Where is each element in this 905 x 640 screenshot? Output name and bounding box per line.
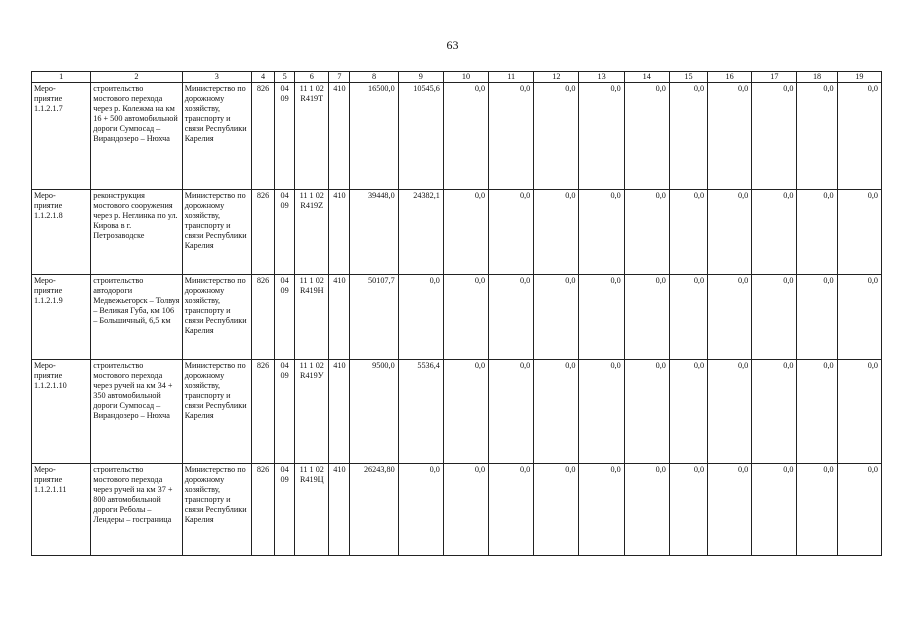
amount-cell: 0,0 (837, 190, 881, 275)
column-header-11: 11 (489, 72, 534, 83)
budget-table (31, 71, 882, 556)
target-article-cell: 11 1 02 R419Т (295, 83, 329, 190)
amount-cell: 0,0 (624, 360, 669, 464)
measure-description-cell: строительство мостового перехода через р. Колежма на км 16 + 500 автомобильной дороги Сумпосад – Вирандозеро – Нюхча (91, 83, 182, 190)
amount-cell: 0,0 (534, 83, 579, 190)
amount-cell: 0,0 (579, 360, 624, 464)
amount-cell: 0,0 (489, 360, 534, 464)
amount-cell: 0,0 (797, 190, 837, 275)
column-header-8: 8 (350, 72, 398, 83)
measure-description-cell: строительство мостового перехода через ручей на км 34 + 350 автомобильной дороги Сумпосад – Вирандозеро – Нюхча (91, 360, 182, 464)
amount-cell: 0,0 (624, 190, 669, 275)
amount-cell: 0,0 (489, 464, 534, 556)
measure-id-cell: Меро- приятие 1.1.2.1.7 (32, 83, 91, 190)
measure-description-cell: реконструкция мостового сооружения через р. Неглинка по ул. Кирова в г. Петрозаводске (91, 190, 182, 275)
amount-cell: 0,0 (534, 190, 579, 275)
amount-cell: 0,0 (669, 275, 707, 360)
amount-cell: 0,0 (797, 464, 837, 556)
page-number: 63 (446, 38, 459, 52)
amount-cell: 0,0 (624, 83, 669, 190)
column-header-6: 6 (295, 72, 329, 83)
amount-cell: 39448,0 (350, 190, 398, 275)
amount-cell: 10545,6 (398, 83, 443, 190)
target-article-cell: 11 1 02 R419У (295, 360, 329, 464)
amount-cell: 0,0 (579, 275, 624, 360)
amount-cell: 0,0 (837, 83, 881, 190)
measure-id-cell: Меро- приятие 1.1.2.1.8 (32, 190, 91, 275)
section-code-cell: 04 09 (275, 190, 295, 275)
target-article-cell: 11 1 02 R419Ц (295, 464, 329, 556)
amount-cell: 0,0 (443, 190, 488, 275)
measure-description-cell: строительство мостового перехода через ручей на км 37 + 800 автомобильной дороги Реболы – Лендеры – госграница (91, 464, 182, 556)
measure-id-cell: Меро- приятие 1.1.2.1.11 (32, 464, 91, 556)
measure-id-cell: Меро- приятие 1.1.2.1.9 (32, 275, 91, 360)
amount-cell: 5536,4 (398, 360, 443, 464)
column-header-9: 9 (398, 72, 443, 83)
header-row (32, 72, 882, 83)
amount-cell: 0,0 (797, 360, 837, 464)
amount-cell: 0,0 (669, 190, 707, 275)
expense-type-cell: 410 (329, 360, 350, 464)
amount-cell: 0,0 (708, 464, 752, 556)
column-header-15: 15 (669, 72, 707, 83)
column-header-17: 17 (752, 72, 797, 83)
amount-cell: 0,0 (398, 464, 443, 556)
amount-cell: 26243,80 (350, 464, 398, 556)
table-row (32, 190, 882, 275)
amount-cell: 24382,1 (398, 190, 443, 275)
amount-cell: 16500,0 (350, 83, 398, 190)
column-header-14: 14 (624, 72, 669, 83)
amount-cell: 0,0 (669, 464, 707, 556)
amount-cell: 0,0 (489, 83, 534, 190)
column-header-19: 19 (837, 72, 881, 83)
amount-cell: 0,0 (443, 275, 488, 360)
table-row (32, 275, 882, 360)
amount-cell: 9500,0 (350, 360, 398, 464)
column-header-5: 5 (275, 72, 295, 83)
column-header-3: 3 (182, 72, 251, 83)
expense-type-cell: 410 (329, 83, 350, 190)
table-row (32, 83, 882, 190)
expense-type-cell: 410 (329, 190, 350, 275)
amount-cell: 0,0 (443, 83, 488, 190)
amount-cell: 0,0 (489, 275, 534, 360)
amount-cell: 0,0 (534, 360, 579, 464)
amount-cell: 0,0 (708, 83, 752, 190)
amount-cell: 0,0 (534, 275, 579, 360)
responsible-executor-cell: Министерство по дорожному хозяйству, транспорту и связи Республики Карелия (182, 464, 251, 556)
column-header-4: 4 (252, 72, 275, 83)
responsible-executor-cell: Министерство по дорожному хозяйству, транспорту и связи Республики Карелия (182, 190, 251, 275)
section-code-cell: 04 09 (275, 275, 295, 360)
grbs-code-cell: 826 (252, 190, 275, 275)
column-header-2: 2 (91, 72, 182, 83)
amount-cell: 0,0 (752, 275, 797, 360)
column-header-12: 12 (534, 72, 579, 83)
expense-type-cell: 410 (329, 464, 350, 556)
amount-cell: 0,0 (624, 275, 669, 360)
amount-cell: 0,0 (708, 360, 752, 464)
column-header-1: 1 (32, 72, 91, 83)
column-header-13: 13 (579, 72, 624, 83)
amount-cell: 0,0 (837, 464, 881, 556)
section-code-cell: 04 09 (275, 464, 295, 556)
table-body (32, 83, 882, 556)
grbs-code-cell: 826 (252, 360, 275, 464)
section-code-cell: 04 09 (275, 360, 295, 464)
grbs-code-cell: 826 (252, 275, 275, 360)
amount-cell: 0,0 (489, 190, 534, 275)
amount-cell: 0,0 (797, 275, 837, 360)
grbs-code-cell: 826 (252, 83, 275, 190)
column-header-7: 7 (329, 72, 350, 83)
target-article-cell: 11 1 02 R419Н (295, 275, 329, 360)
amount-cell: 0,0 (579, 190, 624, 275)
amount-cell: 0,0 (579, 83, 624, 190)
measure-id-cell: Меро- приятие 1.1.2.1.10 (32, 360, 91, 464)
responsible-executor-cell: Министерство по дорожному хозяйству, транспорту и связи Республики Карелия (182, 360, 251, 464)
amount-cell: 50107,7 (350, 275, 398, 360)
amount-cell: 0,0 (752, 464, 797, 556)
column-header-18: 18 (797, 72, 837, 83)
amount-cell: 0,0 (443, 360, 488, 464)
amount-cell: 0,0 (624, 464, 669, 556)
amount-cell: 0,0 (534, 464, 579, 556)
target-article-cell: 11 1 02 R419Z (295, 190, 329, 275)
amount-cell: 0,0 (398, 275, 443, 360)
amount-cell: 0,0 (752, 360, 797, 464)
amount-cell: 0,0 (708, 190, 752, 275)
column-header-16: 16 (708, 72, 752, 83)
responsible-executor-cell: Министерство по дорожному хозяйству, транспорту и связи Республики Карелия (182, 83, 251, 190)
amount-cell: 0,0 (669, 83, 707, 190)
column-header-10: 10 (443, 72, 488, 83)
amount-cell: 0,0 (752, 190, 797, 275)
table-row (32, 360, 882, 464)
amount-cell: 0,0 (443, 464, 488, 556)
amount-cell: 0,0 (708, 275, 752, 360)
amount-cell: 0,0 (752, 83, 797, 190)
measure-description-cell: строительство автодороги Медвежьегорск – Толвуя – Великая Губа, км 106 – Большичный, 6,5 км (91, 275, 182, 360)
amount-cell: 0,0 (669, 360, 707, 464)
section-code-cell: 04 09 (275, 83, 295, 190)
amount-cell: 0,0 (797, 83, 837, 190)
amount-cell: 0,0 (837, 275, 881, 360)
responsible-executor-cell: Министерство по дорожному хозяйству, транспорту и связи Республики Карелия (182, 275, 251, 360)
table-row (32, 464, 882, 556)
amount-cell: 0,0 (837, 360, 881, 464)
grbs-code-cell: 826 (252, 464, 275, 556)
amount-cell: 0,0 (579, 464, 624, 556)
expense-type-cell: 410 (329, 275, 350, 360)
